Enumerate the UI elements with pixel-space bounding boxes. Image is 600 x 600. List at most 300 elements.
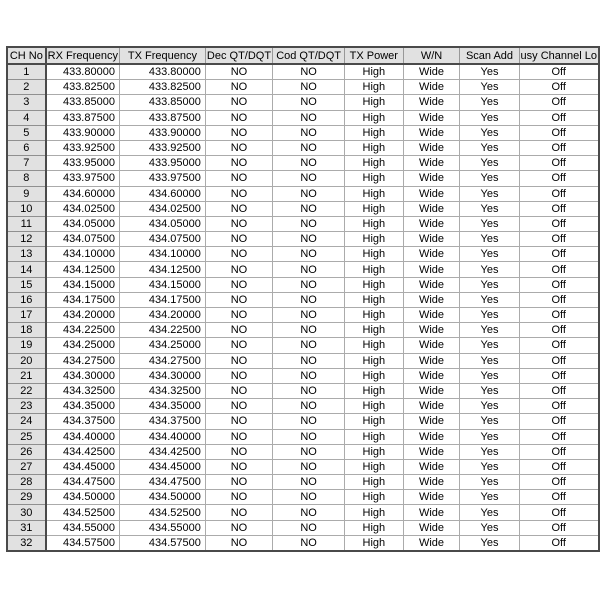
cell-power[interactable]: High — [345, 414, 403, 429]
cell-wn[interactable]: Wide — [403, 64, 460, 80]
cell-tx[interactable]: 434.37500 — [119, 414, 205, 429]
cell-tx[interactable]: 434.12500 — [119, 262, 205, 277]
cell-dec[interactable]: NO — [205, 308, 272, 323]
cell-cod[interactable]: NO — [273, 505, 345, 520]
cell-wn[interactable]: Wide — [403, 475, 460, 490]
cell-power[interactable]: High — [345, 110, 403, 125]
cell-busy[interactable]: Off — [519, 125, 599, 140]
cell-dec[interactable]: NO — [205, 505, 272, 520]
cell-busy[interactable]: Off — [519, 444, 599, 459]
cell-scan[interactable]: Yes — [460, 383, 519, 398]
row-header-cell[interactable]: 6 — [7, 140, 46, 155]
cell-wn[interactable]: Wide — [403, 368, 460, 383]
cell-cod[interactable]: NO — [273, 110, 345, 125]
cell-busy[interactable]: Off — [519, 95, 599, 110]
cell-power[interactable]: High — [345, 459, 403, 474]
cell-wn[interactable]: Wide — [403, 95, 460, 110]
cell-power[interactable]: High — [345, 277, 403, 292]
cell-wn[interactable]: Wide — [403, 520, 460, 535]
table-row — [7, 323, 599, 338]
cell-power[interactable]: High — [345, 475, 403, 490]
cell-cod[interactable]: NO — [273, 535, 345, 551]
cell-power[interactable]: High — [345, 292, 403, 307]
cell-dec[interactable]: NO — [205, 475, 272, 490]
cell-wn[interactable]: Wide — [403, 490, 460, 505]
cell-dec[interactable]: NO — [205, 156, 272, 171]
cell-wn[interactable]: Wide — [403, 201, 460, 216]
cell-power[interactable]: High — [345, 338, 403, 353]
cell-busy[interactable]: Off — [519, 171, 599, 186]
cell-power[interactable]: High — [345, 535, 403, 551]
cell-busy[interactable]: Off — [519, 308, 599, 323]
cell-cod[interactable]: NO — [273, 292, 345, 307]
row-header-cell[interactable]: 23 — [7, 399, 46, 414]
cell-dec[interactable]: NO — [205, 459, 272, 474]
cell-wn[interactable]: Wide — [403, 232, 460, 247]
cell-tx[interactable]: 434.20000 — [119, 308, 205, 323]
cell-rx[interactable]: 434.57500 — [46, 535, 120, 551]
cell-dec[interactable]: NO — [205, 414, 272, 429]
cell-busy[interactable]: Off — [519, 80, 599, 95]
cell-scan[interactable]: Yes — [460, 520, 519, 535]
cell-dec[interactable]: NO — [205, 444, 272, 459]
cell-dec[interactable]: NO — [205, 201, 272, 216]
cell-wn[interactable]: Wide — [403, 323, 460, 338]
cell-power[interactable]: High — [345, 444, 403, 459]
cell-scan[interactable]: Yes — [460, 247, 519, 262]
cell-power[interactable]: High — [345, 383, 403, 398]
cell-wn[interactable]: Wide — [403, 444, 460, 459]
cell-tx[interactable]: 434.17500 — [119, 292, 205, 307]
cell-cod[interactable]: NO — [273, 171, 345, 186]
cell-wn[interactable]: Wide — [403, 125, 460, 140]
cell-cod[interactable]: NO — [273, 338, 345, 353]
cell-wn[interactable]: Wide — [403, 414, 460, 429]
cell-dec[interactable]: NO — [205, 95, 272, 110]
cell-cod[interactable]: NO — [273, 414, 345, 429]
cell-busy[interactable]: Off — [519, 505, 599, 520]
cell-cod[interactable]: NO — [273, 399, 345, 414]
cell-cod[interactable]: NO — [273, 368, 345, 383]
row-header-cell[interactable]: 7 — [7, 156, 46, 171]
cell-cod[interactable]: NO — [273, 125, 345, 140]
cell-power[interactable]: High — [345, 247, 403, 262]
cell-dec[interactable]: NO — [205, 490, 272, 505]
row-header-cell[interactable]: 9 — [7, 186, 46, 201]
cell-rx[interactable]: 434.35000 — [46, 399, 120, 414]
cell-rx[interactable]: 433.87500 — [46, 110, 120, 125]
cell-dec[interactable]: NO — [205, 399, 272, 414]
cell-rx[interactable]: 434.02500 — [46, 201, 120, 216]
cell-power[interactable]: High — [345, 429, 403, 444]
cell-wn[interactable]: Wide — [403, 353, 460, 368]
table-row — [7, 292, 599, 307]
cell-busy[interactable]: Off — [519, 368, 599, 383]
cell-wn[interactable]: Wide — [403, 140, 460, 155]
cell-rx[interactable]: 434.50000 — [46, 490, 120, 505]
cell-dec[interactable]: NO — [205, 292, 272, 307]
cell-wn[interactable]: Wide — [403, 171, 460, 186]
row-header-cell[interactable]: 4 — [7, 110, 46, 125]
cell-dec[interactable]: NO — [205, 383, 272, 398]
cell-power[interactable]: High — [345, 95, 403, 110]
row-header-cell[interactable]: 19 — [7, 338, 46, 353]
cell-rx[interactable]: 434.42500 — [46, 444, 120, 459]
cell-busy[interactable]: Off — [519, 429, 599, 444]
row-header-cell[interactable]: 24 — [7, 414, 46, 429]
cell-cod[interactable]: NO — [273, 323, 345, 338]
cell-wn[interactable]: Wide — [403, 110, 460, 125]
cell-tx[interactable]: 434.50000 — [119, 490, 205, 505]
cell-scan[interactable]: Yes — [460, 444, 519, 459]
cell-rx[interactable]: 434.37500 — [46, 414, 120, 429]
cell-tx[interactable]: 433.95000 — [119, 156, 205, 171]
cell-scan[interactable]: Yes — [460, 475, 519, 490]
cell-dec[interactable]: NO — [205, 171, 272, 186]
cell-dec[interactable]: NO — [205, 520, 272, 535]
cell-rx[interactable]: 434.22500 — [46, 323, 120, 338]
cell-power[interactable]: High — [345, 323, 403, 338]
cell-power[interactable]: High — [345, 232, 403, 247]
cell-dec[interactable]: NO — [205, 64, 272, 80]
cell-wn[interactable]: Wide — [403, 186, 460, 201]
cell-cod[interactable]: NO — [273, 444, 345, 459]
cell-tx[interactable]: 434.52500 — [119, 505, 205, 520]
cell-dec[interactable]: NO — [205, 429, 272, 444]
cell-tx[interactable]: 434.45000 — [119, 459, 205, 474]
cell-tx[interactable]: 433.87500 — [119, 110, 205, 125]
cell-wn[interactable]: Wide — [403, 308, 460, 323]
cell-busy[interactable]: Off — [519, 490, 599, 505]
cell-power[interactable]: High — [345, 490, 403, 505]
cell-busy[interactable]: Off — [519, 520, 599, 535]
cell-wn[interactable]: Wide — [403, 216, 460, 231]
cell-power[interactable]: High — [345, 171, 403, 186]
row-header-cell[interactable]: 28 — [7, 475, 46, 490]
cell-cod[interactable]: NO — [273, 383, 345, 398]
table-row — [7, 520, 599, 535]
row-header-cell[interactable]: 3 — [7, 95, 46, 110]
row-header-cell[interactable]: 27 — [7, 459, 46, 474]
cell-scan[interactable]: Yes — [460, 156, 519, 171]
cell-tx[interactable]: 434.57500 — [119, 535, 205, 551]
cell-busy[interactable]: Off — [519, 156, 599, 171]
cell-busy[interactable]: Off — [519, 140, 599, 155]
row-header-cell[interactable]: 13 — [7, 247, 46, 262]
cell-power[interactable]: High — [345, 353, 403, 368]
row-header-cell[interactable]: 18 — [7, 323, 46, 338]
cell-busy[interactable]: Off — [519, 64, 599, 80]
cell-scan[interactable]: Yes — [460, 429, 519, 444]
cell-dec[interactable]: NO — [205, 216, 272, 231]
cell-rx[interactable]: 433.82500 — [46, 80, 120, 95]
row-header-cell[interactable]: 16 — [7, 292, 46, 307]
cell-power[interactable]: High — [345, 201, 403, 216]
cell-tx[interactable]: 434.35000 — [119, 399, 205, 414]
cell-tx[interactable]: 434.32500 — [119, 383, 205, 398]
cell-scan[interactable]: Yes — [460, 140, 519, 155]
row-header-cell[interactable]: 12 — [7, 232, 46, 247]
cell-scan[interactable]: Yes — [460, 353, 519, 368]
cell-cod[interactable]: NO — [273, 308, 345, 323]
cell-busy[interactable]: Off — [519, 399, 599, 414]
cell-cod[interactable]: NO — [273, 232, 345, 247]
cell-power[interactable]: High — [345, 216, 403, 231]
cell-scan[interactable]: Yes — [460, 414, 519, 429]
cell-dec[interactable]: NO — [205, 125, 272, 140]
cell-wn[interactable]: Wide — [403, 399, 460, 414]
cell-scan[interactable]: Yes — [460, 490, 519, 505]
cell-scan[interactable]: Yes — [460, 125, 519, 140]
cell-rx[interactable]: 433.97500 — [46, 171, 120, 186]
cell-rx[interactable]: 434.32500 — [46, 383, 120, 398]
cell-power[interactable]: High — [345, 186, 403, 201]
cell-scan[interactable]: Yes — [460, 262, 519, 277]
cell-power[interactable]: High — [345, 64, 403, 80]
cell-rx[interactable]: 434.52500 — [46, 505, 120, 520]
cell-scan[interactable]: Yes — [460, 399, 519, 414]
cell-dec[interactable]: NO — [205, 338, 272, 353]
cell-wn[interactable]: Wide — [403, 80, 460, 95]
cell-power[interactable]: High — [345, 520, 403, 535]
cell-rx[interactable]: 434.55000 — [46, 520, 120, 535]
row-header-cell[interactable]: 17 — [7, 308, 46, 323]
cell-wn[interactable]: Wide — [403, 383, 460, 398]
cell-rx[interactable]: 433.85000 — [46, 95, 120, 110]
cell-power[interactable]: High — [345, 308, 403, 323]
cell-busy[interactable]: Off — [519, 475, 599, 490]
cell-power[interactable]: High — [345, 156, 403, 171]
cell-tx[interactable]: 433.90000 — [119, 125, 205, 140]
cell-dec[interactable]: NO — [205, 186, 272, 201]
cell-scan[interactable]: Yes — [460, 338, 519, 353]
cell-tx[interactable]: 434.05000 — [119, 216, 205, 231]
cell-cod[interactable]: NO — [273, 277, 345, 292]
cell-cod[interactable]: NO — [273, 262, 345, 277]
cell-cod[interactable]: NO — [273, 459, 345, 474]
cell-dec[interactable]: NO — [205, 277, 272, 292]
cell-scan[interactable]: Yes — [460, 216, 519, 231]
cell-cod[interactable]: NO — [273, 216, 345, 231]
cell-rx[interactable]: 434.15000 — [46, 277, 120, 292]
cell-tx[interactable]: 434.07500 — [119, 232, 205, 247]
cell-scan[interactable]: Yes — [460, 277, 519, 292]
table-row — [7, 535, 599, 551]
cell-wn[interactable]: Wide — [403, 429, 460, 444]
cell-dec[interactable]: NO — [205, 353, 272, 368]
cell-power[interactable]: High — [345, 368, 403, 383]
cell-scan[interactable]: Yes — [460, 535, 519, 551]
cell-rx[interactable]: 434.27500 — [46, 353, 120, 368]
row-header-cell[interactable]: 22 — [7, 383, 46, 398]
row-header-cell[interactable]: 32 — [7, 535, 46, 551]
table-row — [7, 125, 599, 140]
cell-rx[interactable]: 434.45000 — [46, 459, 120, 474]
cell-busy[interactable]: Off — [519, 383, 599, 398]
cell-wn[interactable]: Wide — [403, 277, 460, 292]
cell-scan[interactable]: Yes — [460, 232, 519, 247]
row-header-cell[interactable]: 25 — [7, 429, 46, 444]
row-header-cell[interactable]: 2 — [7, 80, 46, 95]
cell-dec[interactable]: NO — [205, 323, 272, 338]
cell-tx[interactable]: 434.42500 — [119, 444, 205, 459]
cell-scan[interactable]: Yes — [460, 95, 519, 110]
cell-scan[interactable]: Yes — [460, 505, 519, 520]
cell-scan[interactable]: Yes — [460, 201, 519, 216]
cell-cod[interactable]: NO — [273, 80, 345, 95]
cell-busy[interactable]: Off — [519, 216, 599, 231]
row-header-cell[interactable]: 15 — [7, 277, 46, 292]
cell-rx[interactable]: 434.25000 — [46, 338, 120, 353]
cell-wn[interactable]: Wide — [403, 505, 460, 520]
cell-rx[interactable]: 434.47500 — [46, 475, 120, 490]
cell-rx[interactable]: 434.40000 — [46, 429, 120, 444]
cell-tx[interactable]: 434.40000 — [119, 429, 205, 444]
table-row — [7, 64, 599, 80]
cell-rx[interactable]: 434.05000 — [46, 216, 120, 231]
row-header-cell[interactable]: 20 — [7, 353, 46, 368]
cell-scan[interactable]: Yes — [460, 459, 519, 474]
cell-rx[interactable]: 434.60000 — [46, 186, 120, 201]
cell-busy[interactable]: Off — [519, 247, 599, 262]
cell-dec[interactable]: NO — [205, 140, 272, 155]
table-row — [7, 80, 599, 95]
cell-cod[interactable]: NO — [273, 140, 345, 155]
cell-dec[interactable]: NO — [205, 247, 272, 262]
cell-tx[interactable]: 433.97500 — [119, 171, 205, 186]
cell-cod[interactable]: NO — [273, 520, 345, 535]
cell-busy[interactable]: Off — [519, 338, 599, 353]
cell-scan[interactable]: Yes — [460, 323, 519, 338]
cell-busy[interactable]: Off — [519, 353, 599, 368]
cell-busy[interactable]: Off — [519, 459, 599, 474]
row-header-cell[interactable]: 29 — [7, 490, 46, 505]
cell-tx[interactable]: 434.30000 — [119, 368, 205, 383]
cell-wn[interactable]: Wide — [403, 338, 460, 353]
cell-tx[interactable]: 434.60000 — [119, 186, 205, 201]
cell-wn[interactable]: Wide — [403, 535, 460, 551]
cell-dec[interactable]: NO — [205, 80, 272, 95]
cell-tx[interactable]: 433.85000 — [119, 95, 205, 110]
cell-cod[interactable]: NO — [273, 490, 345, 505]
row-header-cell[interactable]: 10 — [7, 201, 46, 216]
cell-scan[interactable]: Yes — [460, 171, 519, 186]
cell-wn[interactable]: Wide — [403, 247, 460, 262]
column-header-busy: usy Channel Lo — [519, 47, 599, 64]
cell-rx[interactable]: 434.12500 — [46, 262, 120, 277]
cell-power[interactable]: High — [345, 140, 403, 155]
cell-tx[interactable]: 433.82500 — [119, 80, 205, 95]
table-row — [7, 459, 599, 474]
cell-dec[interactable]: NO — [205, 368, 272, 383]
cell-power[interactable]: High — [345, 125, 403, 140]
row-header-cell[interactable]: 30 — [7, 505, 46, 520]
cell-tx[interactable]: 433.80000 — [119, 64, 205, 80]
cell-cod[interactable]: NO — [273, 64, 345, 80]
table-row — [7, 338, 599, 353]
cell-rx[interactable]: 433.80000 — [46, 64, 120, 80]
cell-dec[interactable]: NO — [205, 535, 272, 551]
cell-tx[interactable]: 434.27500 — [119, 353, 205, 368]
cell-rx[interactable]: 433.92500 — [46, 140, 120, 155]
cell-cod[interactable]: NO — [273, 353, 345, 368]
cell-scan[interactable]: Yes — [460, 292, 519, 307]
row-header-cell[interactable]: 26 — [7, 444, 46, 459]
cell-power[interactable]: High — [345, 262, 403, 277]
cell-power[interactable]: High — [345, 505, 403, 520]
cell-dec[interactable]: NO — [205, 110, 272, 125]
cell-cod[interactable]: NO — [273, 186, 345, 201]
cell-rx[interactable]: 434.30000 — [46, 368, 120, 383]
cell-tx[interactable]: 434.47500 — [119, 475, 205, 490]
cell-busy[interactable]: Off — [519, 262, 599, 277]
row-header-cell[interactable]: 8 — [7, 171, 46, 186]
cell-tx[interactable]: 434.10000 — [119, 247, 205, 262]
cell-busy[interactable]: Off — [519, 186, 599, 201]
cell-tx[interactable]: 433.92500 — [119, 140, 205, 155]
cell-cod[interactable]: NO — [273, 156, 345, 171]
cell-tx[interactable]: 434.15000 — [119, 277, 205, 292]
cell-busy[interactable]: Off — [519, 201, 599, 216]
row-header-cell[interactable]: 14 — [7, 262, 46, 277]
row-header-cell[interactable]: 11 — [7, 216, 46, 231]
cell-scan[interactable]: Yes — [460, 110, 519, 125]
cell-rx[interactable]: 434.10000 — [46, 247, 120, 262]
cell-scan[interactable]: Yes — [460, 308, 519, 323]
cell-rx[interactable]: 433.95000 — [46, 156, 120, 171]
cell-cod[interactable]: NO — [273, 429, 345, 444]
cell-busy[interactable]: Off — [519, 292, 599, 307]
cell-scan[interactable]: Yes — [460, 186, 519, 201]
cell-tx[interactable]: 434.02500 — [119, 201, 205, 216]
cell-power[interactable]: High — [345, 80, 403, 95]
cell-tx[interactable]: 434.22500 — [119, 323, 205, 338]
cell-busy[interactable]: Off — [519, 277, 599, 292]
cell-rx[interactable]: 434.07500 — [46, 232, 120, 247]
cell-wn[interactable]: Wide — [403, 156, 460, 171]
table-row — [7, 429, 599, 444]
cell-rx[interactable]: 433.90000 — [46, 125, 120, 140]
cell-cod[interactable]: NO — [273, 95, 345, 110]
cell-scan[interactable]: Yes — [460, 368, 519, 383]
cell-wn[interactable]: Wide — [403, 292, 460, 307]
cell-cod[interactable]: NO — [273, 475, 345, 490]
cell-busy[interactable]: Off — [519, 414, 599, 429]
cell-wn[interactable]: Wide — [403, 459, 460, 474]
row-header-cell[interactable]: 31 — [7, 520, 46, 535]
cell-busy[interactable]: Off — [519, 535, 599, 551]
row-header-cell[interactable]: 1 — [7, 64, 46, 80]
cell-busy[interactable]: Off — [519, 110, 599, 125]
cell-rx[interactable]: 434.20000 — [46, 308, 120, 323]
cell-wn[interactable]: Wide — [403, 262, 460, 277]
cell-tx[interactable]: 434.55000 — [119, 520, 205, 535]
cell-scan[interactable]: Yes — [460, 80, 519, 95]
cell-dec[interactable]: NO — [205, 232, 272, 247]
cell-tx[interactable]: 434.25000 — [119, 338, 205, 353]
cell-cod[interactable]: NO — [273, 247, 345, 262]
cell-dec[interactable]: NO — [205, 262, 272, 277]
row-header-cell[interactable]: 21 — [7, 368, 46, 383]
cell-power[interactable]: High — [345, 399, 403, 414]
row-header-cell[interactable]: 5 — [7, 125, 46, 140]
cell-cod[interactable]: NO — [273, 201, 345, 216]
cell-busy[interactable]: Off — [519, 232, 599, 247]
cell-scan[interactable]: Yes — [460, 64, 519, 80]
cell-busy[interactable]: Off — [519, 323, 599, 338]
channel-grid — [6, 46, 600, 552]
cell-rx[interactable]: 434.17500 — [46, 292, 120, 307]
